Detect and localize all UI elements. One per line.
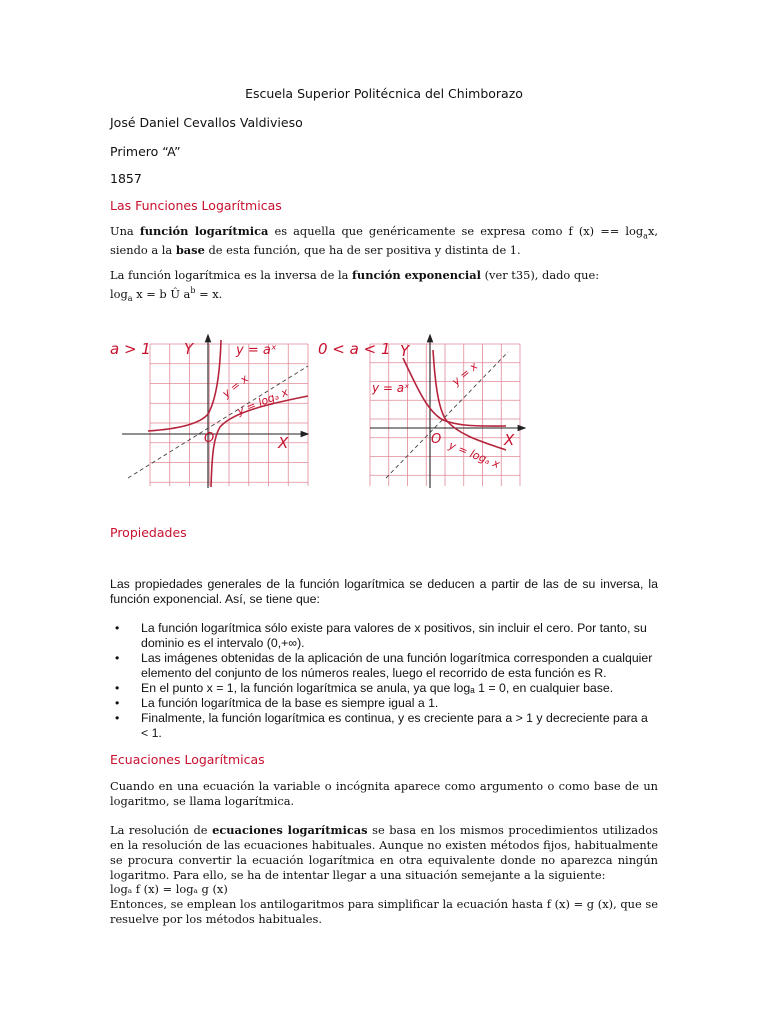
list-item: • La función logarítmica de la base es siempre igual a 1. <box>115 696 439 710</box>
author-name: José Daniel Cevallos Valdivieso <box>110 115 303 130</box>
identity-label-right: y = x <box>449 359 481 389</box>
exp-label-left: y = aˣ <box>236 343 277 358</box>
condition-right: 0 < a < 1 <box>318 340 391 358</box>
equation-formula: logₐ f (x) = logₐ g (x) <box>110 882 228 896</box>
equations-method: La resolución de ecuaciones logarítmicas se basa en los mismos procedimientos utilizados en la resolución de las ecuaciones habituales. Aunque no existen métodos fijos, habitualmente se procura convertir la ecuación logarítmica en otra equivalente donde no aparezca ningún logaritmo. Para ello, se ha de intentar llegar a una situación semejante a la siguiente: <box>110 823 658 882</box>
log-label-right: y = logₐ x <box>446 438 502 471</box>
condition-left: a > 1 <box>110 340 151 358</box>
x-axis-label-right: X <box>504 431 515 449</box>
origin-label-left: O <box>204 431 215 446</box>
paragraph-definition: Una función logarítmica es aquella que genéricamente se expresa como f $(x) == \log_ax$, siendo a la base de esta función, que ha de ser positiva y distinta de 1. <box>110 224 658 258</box>
student-code: 1857 <box>110 171 142 186</box>
heading-ecuaciones-logaritmicas: Ecuaciones Logarítmicas <box>110 752 265 767</box>
log-label-left: y = logₐ x <box>235 385 291 418</box>
paragraph-inverse: La función logarítmica es la inversa de la función exponencial (ver t35), dado que: $\log_a x = b$ Û $a^b = x$. <box>110 268 600 304</box>
exp-curve-right <box>403 358 506 426</box>
origin-label-right: O <box>431 432 442 447</box>
properties-list <box>110 621 658 741</box>
x-axis-label-left: X <box>278 434 289 452</box>
y-axis-label-left: Y <box>184 340 194 358</box>
exp-label-right: y = aˣ <box>372 381 410 395</box>
logarithm-graphs-figure <box>108 332 528 492</box>
course-label: Primero “A” <box>110 144 181 159</box>
list-item: • En el punto x = 1, la función logarítmica se anula, ya que logₐ 1 = 0, en cualquier base. <box>115 681 614 695</box>
list-item: • Las imágenes obtenidas de la aplicación de una función logarítmica corresponden a cualquier elemento del conjunto de los números reales, luego el recorrido de esta función es R. <box>115 651 653 680</box>
y-axis-label-right: Y <box>400 342 410 360</box>
heading-propiedades: Propiedades <box>110 525 187 540</box>
graph-a-between-0-and-1 <box>318 338 522 488</box>
identity-label-left: y = x <box>219 372 251 401</box>
graph-a-greater-than-1 <box>110 338 308 488</box>
equations-intro: Cuando en una ecuación la variable o incógnita aparece como argumento o como base de un logaritmo, se llama logarítmica. <box>110 779 658 808</box>
heading-funciones-logaritmicas: Las Funciones Logarítmicas <box>110 198 282 213</box>
list-item: • Finalmente, la función logarítmica es continua, y es creciente para a > 1 y decreciente para a < 1. <box>115 711 648 740</box>
properties-intro: Las propiedades generales de la función logarítmica se deducen a partir de las de su inversa, la función exponencial. Así, se tiene que: <box>110 577 658 606</box>
equations-conclusion: Entonces, se emplean los antilogaritmos para simplificar la ecuación hasta f (x) = g (x), que se resuelve por los métodos habituales. <box>110 897 658 926</box>
institution-title: Escuela Superior Politécnica del Chimborazo <box>245 86 523 101</box>
list-item: • La función logarítmica sólo existe para valores de x positivos, sin incluir el cero. Por tanto, su dominio es el intervalo (0,+∞). <box>115 621 647 650</box>
